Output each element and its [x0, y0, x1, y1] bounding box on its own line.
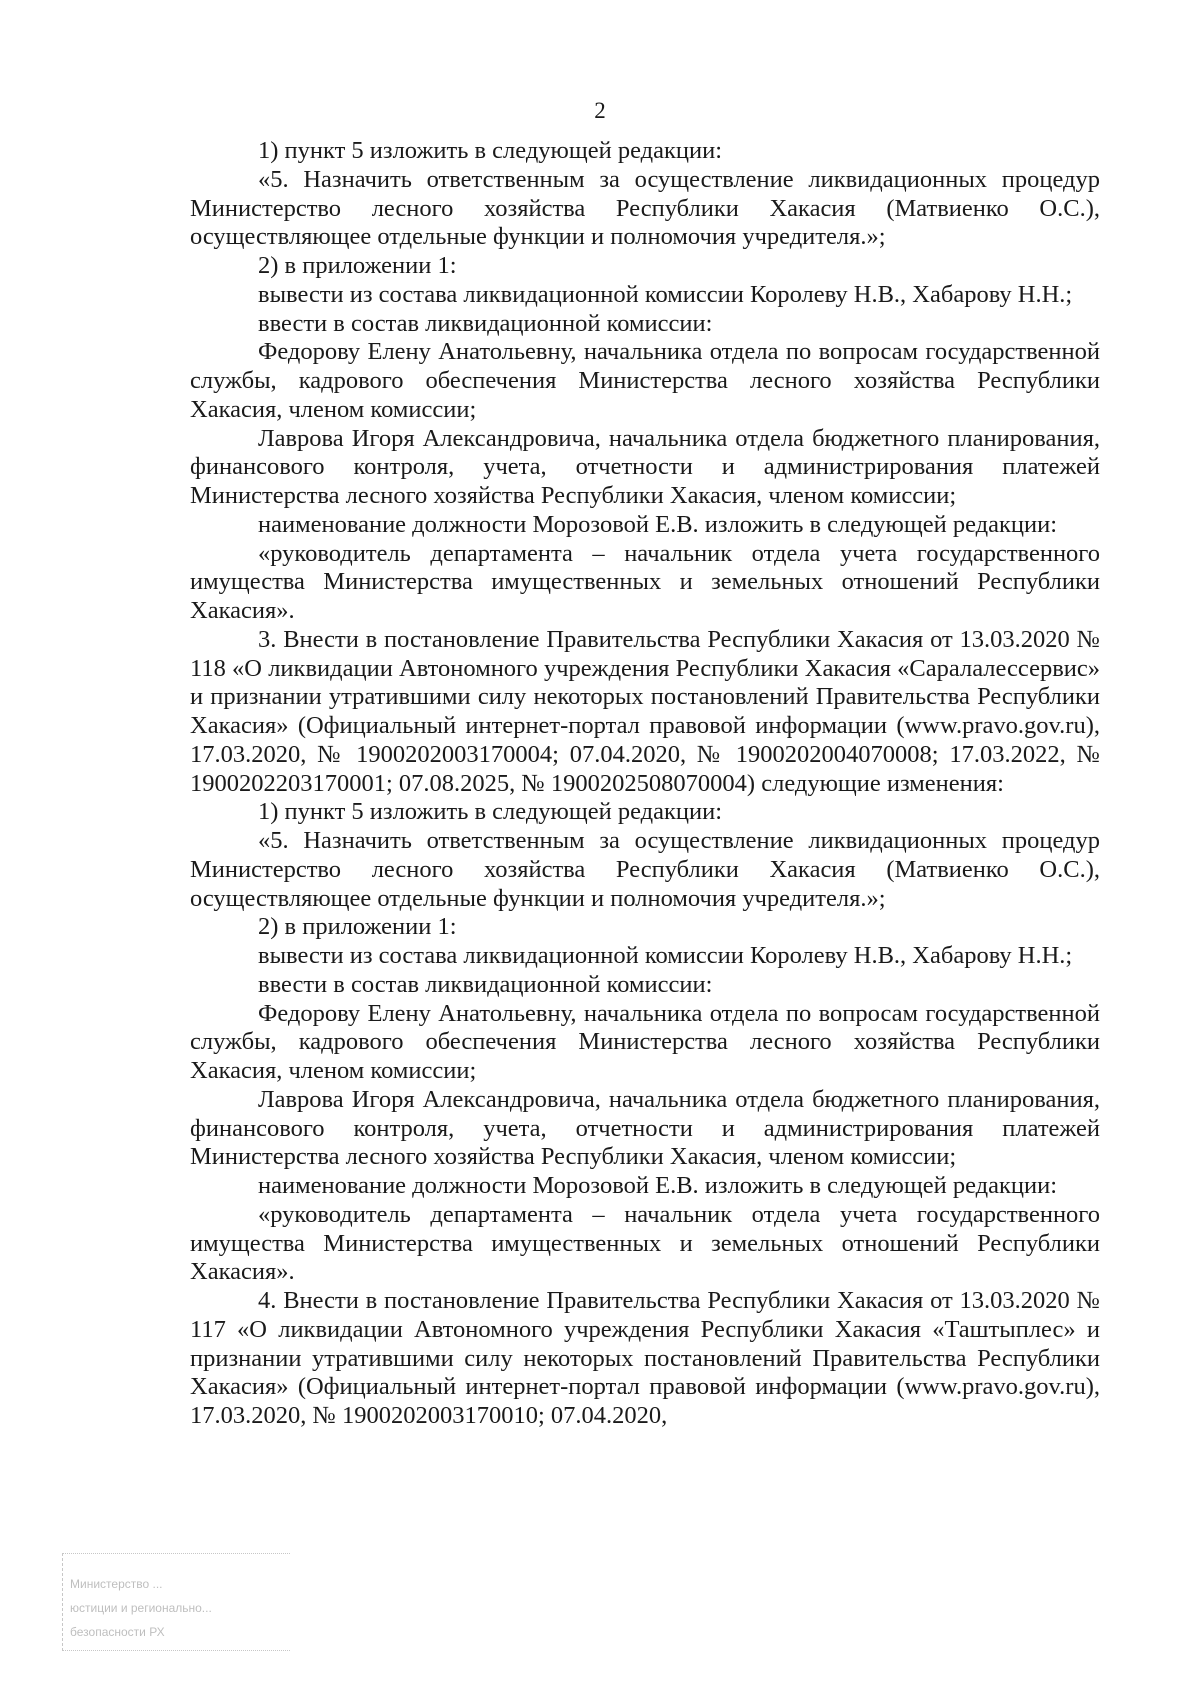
stamp-line: безопасности РХ — [70, 1625, 165, 1639]
paragraph: «руководитель департамента – начальник отдела учета государственного имущества Министерства имущественных и земельных отношений Республики Хакасия». — [190, 539, 1100, 624]
paragraph: ввести в состав ликвидационной комиссии: — [258, 970, 713, 998]
paragraph: 1) пункт 5 изложить в следующей редакции: — [258, 137, 723, 164]
paragraph: 3. Внести в постановление Правительства Республики Хакасия от 13.03.2020 № 118 «О ликвидации Автономного учреждения Республики Хакасия «Саралалессервис» и признании утратившими силу некоторых постановлений Правительства Республики Хакасия» (Официальный интернет-портал правовой информации (www.pravo.gov.ru), 17.03.2020, № 1900202003170004; 07.04.2020, № 1900202004070008; 17.03.2022, № 1900202203170001; 07.08.2025, № 1900202508070004) следующие изменения: — [190, 625, 1100, 797]
paragraph: ввести в состав ликвидационной комиссии: — [258, 309, 713, 337]
document-body — [190, 137, 1100, 1431]
paragraph: вывести из состава ликвидационной комиссии Королеву Н.В., Хабарову Н.Н.; — [258, 942, 1073, 969]
registration-stamp — [62, 1553, 290, 1651]
paragraph: «руководитель департамента – начальник отдела учета государственного имущества Министерства имущественных и земельных отношений Республики Хакасия». — [190, 1200, 1100, 1286]
paragraph: наименование должности Морозовой Е.В. изложить в следующей редакции: — [258, 510, 1058, 538]
paragraph: «5. Назначить ответственным за осуществление ликвидационных процедур Министерство лесного хозяйства Республики Хакасия (Матвиенко О.С.), осуществляющее отдельные функции и полномочия учредителя.»; — [190, 165, 1100, 251]
paragraph: Лаврова Игоря Александровича, начальника отдела бюджетного планирования, финансового контроля, учета, отчетности и администрирования платежей Министерства лесного хозяйства Республики Хакасия, членом комиссии; — [190, 424, 1100, 509]
page-number: 2 — [594, 98, 606, 123]
paragraph: Лаврова Игоря Александровича, начальника отдела бюджетного планирования, финансового контроля, учета, отчетности и администрирования платежей Министерства лесного хозяйства Республики Хакасия, членом комиссии; — [190, 1085, 1100, 1171]
paragraph: Федорову Елену Анатольевну, начальника отдела по вопросам государственной службы, кадрового обеспечения Министерства лесного хозяйства Республики Хакасия, членом комиссии; — [190, 338, 1100, 423]
stamp-line: Министерство ... — [70, 1577, 163, 1591]
paragraph: «5. Назначить ответственным за осуществление ликвидационных процедур Министерство лесного хозяйства Республики Хакасия (Матвиенко О.С.), осуществляющее отдельные функции и полномочия учредителя.»; — [190, 827, 1100, 912]
paragraph: наименование должности Морозовой Е.В. изложить в следующей редакции: — [258, 1172, 1058, 1199]
paragraph: 1) пункт 5 изложить в следующей редакции: — [258, 798, 723, 826]
paragraph: вывести из состава ликвидационной комиссии Королеву Н.В., Хабарову Н.Н.; — [258, 280, 1073, 308]
paragraph: Федорову Елену Анатольевну, начальника отдела по вопросам государственной службы, кадрового обеспечения Министерства лесного хозяйства Республики Хакасия, членом комиссии; — [190, 999, 1100, 1084]
stamp-line: юстиции и регионально... — [70, 1601, 212, 1615]
paragraph: 4. Внести в постановление Правительства Республики Хакасия от 13.03.2020 № 117 «О ликвидации Автономного учреждения Республики Хакасия «Таштыплес» и признании утратившими силу некоторых постановлений Правительства Республики Хакасия» (Официальный интернет-портал правовой информации (www.pravo.gov.ru), 17.03.2020, № 1900202003170010; 07.04.2020, — [190, 1287, 1100, 1429]
paragraph: 2) в приложении 1: — [258, 913, 457, 941]
paragraph: 2) в приложении 1: — [258, 252, 457, 279]
